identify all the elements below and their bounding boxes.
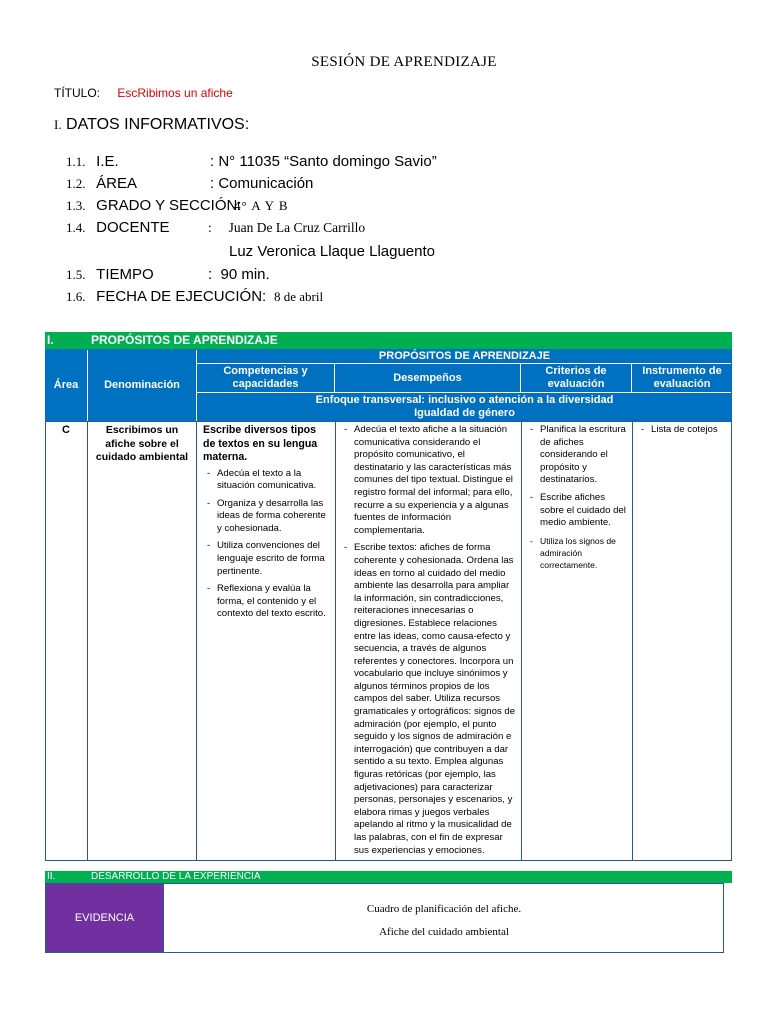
col-desempenos-header: Desempeños [335, 364, 520, 392]
evidencia-line1: Cuadro de planificación del afiche. [366, 903, 522, 915]
enfoque-line1: Enfoque transversal: inclusivo o atención a la diversidad [315, 394, 614, 406]
info-value: 4° A Y B [234, 198, 289, 213]
titulo-label: TÍTULO: [54, 86, 101, 100]
info-value: : Juan De La Cruz Carrillo [208, 220, 366, 235]
info-number: 1.2. [66, 176, 86, 191]
capacidad-item: - Organiza y desarrolla las ideas de forma coherente y cohesionada. [217, 498, 329, 536]
info-number: 1.6. [66, 289, 86, 304]
criterio-item: - Utiliza los signos de admiración correctamente. [540, 535, 628, 571]
titulo-value: EscRibimos un afiche [117, 86, 233, 100]
info-label: I.E. [96, 153, 119, 170]
info-row-fecha [66, 286, 324, 308]
instrumento-content [637, 424, 729, 442]
criterio-item: - Planifica la escritura de afiches considerando el propósito y destinatarios. [540, 424, 628, 487]
section-title: PROPÓSITOS DE APRENDIZAJE [91, 333, 278, 347]
evidencia-divider [163, 884, 164, 952]
col-denominacion-header: Denominación [88, 349, 196, 421]
competencia-title: Escribe diversos tipos de textos en su lengua materna. [203, 424, 318, 463]
criterio-item: - Escribe afiches sobre el cuidado del medio ambiente. [540, 492, 628, 530]
competencias-content [203, 424, 329, 626]
instrumento-item: - Lista de cotejos [651, 424, 729, 437]
titulo-row [54, 86, 233, 100]
propositos-section-bar [45, 332, 732, 349]
info-row-grado [66, 195, 289, 217]
info-row-tiempo [66, 264, 270, 286]
capacidad-item: - Adecúa el texto a la situación comunicativa. [217, 468, 329, 493]
col-criterios-header: Criterios de evaluación [521, 364, 631, 392]
evidencia-label: EVIDENCIA [46, 884, 163, 952]
info-value: : 90 min. [208, 266, 270, 283]
enfoque-transversal [197, 393, 732, 421]
info-number: 1.4. [66, 220, 86, 235]
denominacion-value: Escribimos un afiche sobre el cuidado ambiental [95, 424, 189, 463]
col-instrumento-header: Instrumento de evaluación [632, 364, 732, 392]
info-value: : N° 11035 “Santo domingo Savio” [210, 153, 437, 170]
info-value: : Comunicación [210, 175, 314, 192]
denominacion-cell [87, 421, 197, 861]
col-area-header: Área [45, 349, 87, 421]
info-row-ie [66, 151, 437, 173]
propositos-header-main: PROPÓSITOS DE APRENDIZAJE [197, 349, 732, 363]
info-label: DOCENTE [96, 219, 170, 236]
capacidad-item: - Utiliza convenciones del lenguaje escrito de forma pertinente. [217, 540, 329, 578]
section1-number: I. [54, 117, 62, 132]
desarrollo-section-bar [45, 871, 732, 883]
capacidad-item: - Reflexiona y evalúa la forma, el contenido y el contexto del texto escrito. [217, 583, 329, 621]
info-label: ÁREA [96, 175, 138, 192]
section-title: DESARROLLO DE LA EXPERIENCIA [91, 871, 261, 882]
area-cell [45, 421, 88, 861]
section-number: II. [47, 871, 56, 882]
info-row-docente [66, 217, 366, 239]
info-label: GRADO Y SECCIÓN: [96, 197, 242, 214]
instrumento-cell [632, 421, 732, 861]
col-competencias-header: Competencias y capacidades [197, 364, 334, 392]
enfoque-line2: Igualdad de género [414, 407, 515, 419]
area-value: C [62, 424, 70, 436]
info-label: FECHA DE EJECUCIÓN: [96, 288, 267, 305]
info-value: 8 de abril [274, 289, 324, 304]
section-datos-informativos [54, 116, 249, 134]
section-number: I. [47, 333, 54, 347]
info-label: TIEMPO [96, 266, 154, 283]
desempeno-item: - Adecúa el texto afiche a la situación comunicativa considerando el propósito comunicativo, el destinatario y las características más comunes del tipo textual. Distingue el registro formal del informal; para ello, recurre a su experiencia y a algunas fuentes de información complementaria. [354, 424, 516, 537]
desempenos-content [340, 424, 516, 862]
desempeno-item: - Escribe textos: afiches de forma coherente y cohesionada. Ordena las ideas en torno al cuidado del medio ambiente las desarrolla para ampliar la información, sin contradicciones, reiteraciones innecesarias o digresiones. Establece relaciones entre las ideas, como causa-efecto y secuencia, a través de algunos referentes y conectores. Incorpora un vocabulario que incluye sinónimos y algunos términos propios de los campos del saber. Utiliza recursos gramaticales y ortográficos: signos de admiración (por ejemplo, el punto seguido y los signos de admiración e interrogación) que contribuyen a dar sentido a su texto. Emplea algunas figuras retóricas (por ejemplo, las adjetivaciones) para caracterizar personas, personajes y escenarios, y elabora rimas y juegos verbales apelando al ritmo y la musicalidad de las palabras, con el fin de expresar sus experiencias y emociones. [354, 542, 516, 857]
info-number: 1.5. [66, 267, 86, 282]
evidencia-line2: Afiche del cuidado ambiental [379, 926, 509, 938]
info-number: 1.3. [66, 198, 86, 213]
document-title: SESIÓN DE APRENDIZAJE [311, 54, 497, 70]
info-row-area [66, 173, 314, 195]
criterios-content [526, 424, 628, 576]
section1-title: DATOS INFORMATIVOS: [66, 116, 250, 133]
info-value: Luz Veronica Llaque Llaguento [229, 243, 436, 260]
info-number: 1.1. [66, 154, 86, 169]
